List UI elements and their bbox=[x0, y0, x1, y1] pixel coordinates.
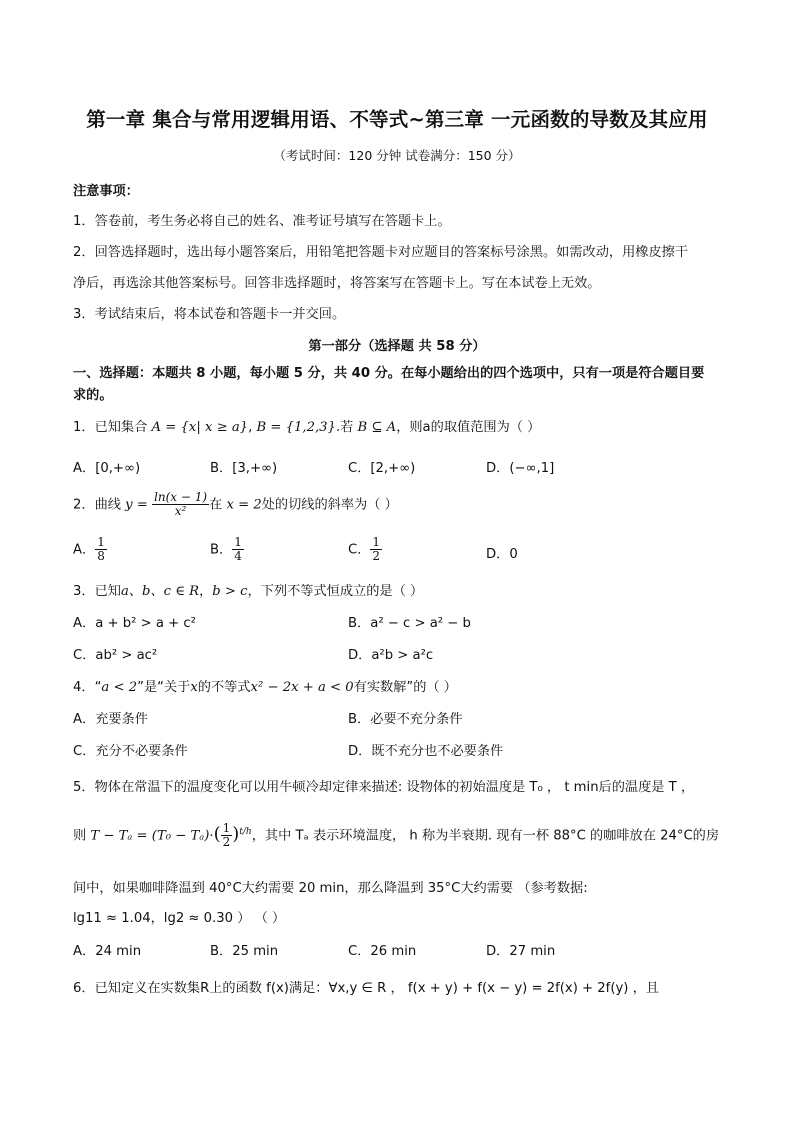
page-title: 第一章 集合与常用逻辑用语、不等式~第三章 一元函数的导数及其应用 bbox=[86, 108, 708, 131]
section-instruction-cont: 求的。 bbox=[73, 388, 113, 403]
question-1-stem: 1．已知集合 A = {x| x ≥ a}, B = {1,2,3}.若 B ⊆ A，则a的取值范围为（ ） bbox=[73, 420, 541, 435]
notice-heading: 注意事项： bbox=[73, 184, 139, 199]
question-1-option-b[interactable]: B．[3,+∞) bbox=[210, 461, 278, 476]
question-5-option-a[interactable]: A．24 min bbox=[73, 944, 142, 959]
notice-item-3: 3．考试结束后，将本试卷和答题卡一并交回。 bbox=[73, 307, 346, 322]
question-1-option-a[interactable]: A．[0,+∞) bbox=[73, 461, 141, 476]
question-3-option-a[interactable]: A．a + b² > a + c² bbox=[73, 616, 196, 631]
question-4-stem: 4．“a < 2”是“关于x的不等式x² − 2x + a < 0有实数解”的（ ） bbox=[73, 680, 457, 695]
question-1-option-c[interactable]: C．[2,+∞) bbox=[348, 461, 416, 476]
question-2-option-a[interactable]: A． $\frac{1}{8}$ bbox=[73, 535, 105, 563]
question-2-fraction: $\frac{\ln(x - 1)}{\text{x²}}$ bbox=[154, 490, 208, 518]
question-2-option-b[interactable]: B． $\frac{1}{4}$ bbox=[210, 535, 242, 563]
question-5-line-4: lg11 ≈ 1.04，lg2 ≈ 0.30 ） （ ） bbox=[73, 911, 286, 926]
question-3-stem: 3．已知a、b、c ∈ R，b > c，下列不等式恒成立的是（ ） bbox=[73, 584, 424, 599]
question-3-option-c[interactable]: C．ab² > ac² bbox=[73, 648, 158, 663]
question-1-option-d[interactable]: D．(−∞,1] bbox=[486, 461, 555, 476]
question-2-stem: 2．曲线 y = $\frac{\ln(x - 1)}{\text{x²}}$ 在 x = 2处的切线的斜率为（ ） bbox=[73, 490, 398, 518]
question-2-option-d[interactable]: D．0 bbox=[486, 547, 518, 562]
question-5-option-c[interactable]: C．26 min bbox=[348, 944, 417, 959]
question-2-option-c[interactable]: C． $\frac{1}{2}$ bbox=[348, 535, 381, 563]
question-5-option-d[interactable]: D．27 min bbox=[486, 944, 556, 959]
exam-info: （考试时间：120 分钟 试卷满分：150 分） bbox=[273, 148, 521, 163]
notice-item-2-cont: 净后，再选涂其他答案标号。回答非选择题时，将答案写在答题卡上。写在本试卷上无效。 bbox=[73, 276, 601, 291]
question-4-option-c[interactable]: C．充分不必要条件 bbox=[73, 744, 188, 759]
notice-item-1: 1．答卷前，考生务必将自己的姓名、准考证号填写在答题卡上。 bbox=[73, 214, 451, 229]
section-heading: 第一部分（选择题 共 58 分） bbox=[308, 339, 486, 354]
notice-item-2: 2．回答选择题时，选出每小题答案后，用铅笔把答题卡对应题目的答案标号涂黑。如需改动，用橡皮擦干 bbox=[73, 245, 689, 260]
question-3-option-b[interactable]: B．a² − c > a² − b bbox=[348, 616, 471, 631]
question-5-option-b[interactable]: B．25 min bbox=[210, 944, 279, 959]
question-3-option-d[interactable]: D．a²b > a²c bbox=[348, 648, 434, 663]
question-5-line-2: 则 T − Tₐ = (T₀ − Tₐ)·( $\frac{1}{2}$ )$^{t/h}$，其中 Tₐ 表示环境温度， h 称为半衰期. 现有一杯 88°C 的咖啡放在 24°C的房 bbox=[73, 821, 720, 849]
question-6-line-1: 6．已知定义在实数集R上的函数 f(x)满足：∀x,y ∈ R ， f(x + y) + f(x − y) = 2f(x) + 2f(y) ，且 bbox=[73, 981, 659, 996]
question-4-option-a[interactable]: A．充要条件 bbox=[73, 712, 148, 727]
section-instruction: 一、选择题：本题共 8 小题，每小题 5 分，共 40 分。在每小题给出的四个选项中，只有一项是符合题目要 bbox=[73, 366, 705, 381]
question-4-option-b[interactable]: B．必要不充分条件 bbox=[348, 712, 463, 727]
question-5-line-3: 间中，如果咖啡降温到 40°C大约需要 20 min，那么降温到 35°C大约需要 （参考数据: bbox=[73, 881, 588, 896]
question-4-option-d[interactable]: D．既不充分也不必要条件 bbox=[348, 744, 504, 759]
question-5-line-1: 5．物体在常温下的温度变化可以用牛顿冷却定律来描述: 设物体的初始温度是 T₀ ， t min后的温度是 T ， bbox=[73, 780, 695, 795]
